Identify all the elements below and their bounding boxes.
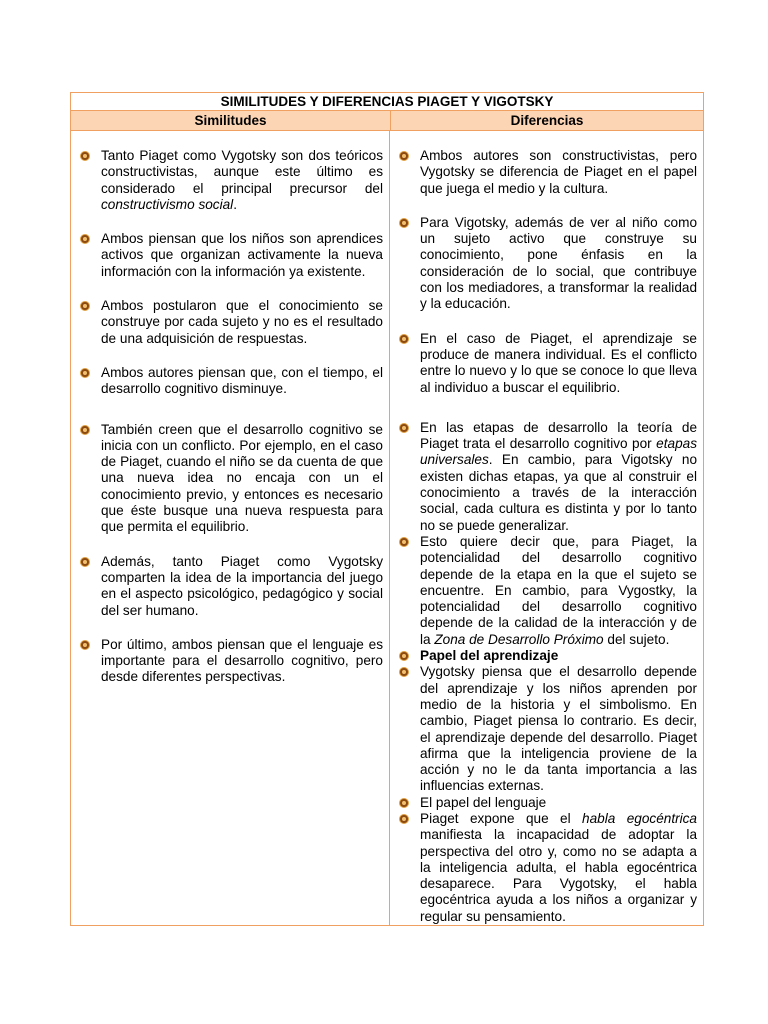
- bullet-icon: [399, 667, 409, 677]
- comparison-table: [70, 92, 704, 926]
- list-item: Ambos piensan que los niños son aprendices activos que organizan activamente la nueva información con la información ya existente.: [79, 231, 383, 280]
- list-item: Ambos postularon que el conocimiento se construye por cada sujeto y no es el resultado de una adquisición de respuestas.: [79, 298, 383, 347]
- table-body: [71, 131, 703, 925]
- list-item: Ambos autores son constructivistas, pero Vygotsky se diferencia de Piaget en el papel que juega el medio y la cultura.: [398, 148, 697, 197]
- header-diferencias: Diferencias: [510, 113, 584, 128]
- list-item: En el caso de Piaget, el aprendizaje se produce de manera individual. Es el conflicto entre lo nuevo y lo que se conoce lo que lleva al individuo a buscar el equilibrio.: [398, 331, 697, 396]
- bullet-icon: [80, 234, 90, 244]
- list-item: Por último, ambos piensan que el lenguaje es importante para el desarrollo cognitivo, pero desde diferentes perspectivas.: [79, 637, 383, 686]
- bullet-icon: [399, 334, 409, 344]
- similitudes-column: [71, 131, 390, 925]
- bullet-icon: [399, 423, 409, 433]
- list-item: Piaget expone que el habla egocéntrica manifiesta la incapacidad de adoptar la perspectiva del otro y, como no se adapta a la inteligencia adulta, el habla egocéntrica desaparece. Para Vygotsky, el habla egocéntrica ayuda a los niños a organizar y regular su pensamiento.: [398, 811, 697, 925]
- bullet-icon: [80, 425, 90, 435]
- header-row: [71, 111, 703, 131]
- bullet-icon: [399, 651, 409, 661]
- list-item: Además, tanto Piaget como Vygotsky comparten la idea de la importancia del juego en el aspecto psicológico, pedagógico y social del ser humano.: [79, 554, 383, 619]
- bullet-icon: [399, 218, 409, 228]
- diferencias-column: [390, 131, 703, 925]
- list-item: En las etapas de desarrollo la teoría de Piaget trata el desarrollo cognitivo por etapas universales. En cambio, para Vigotsky no existen dichas etapas, ya que al construir el conocimiento a través de la interacción social, cada cultura es distinta y por lo tanto no se puede generalizar.: [398, 420, 697, 534]
- list-item: Papel del aprendizaje: [398, 648, 697, 664]
- bullet-icon: [399, 798, 409, 808]
- list-item: El papel del lenguaje: [398, 795, 697, 811]
- bullet-icon: [80, 557, 90, 567]
- list-item: Vygotsky piensa que el desarrollo depende del aprendizaje y los niños aprenden por medio de la historia y el simbolismo. En cambio, Piaget piensa lo contrario. Es decir, el aprendizaje depende del desarrollo. Piaget afirma que la inteligencia proviene de la acción y no le da tanta importancia a las influencias externas.: [398, 664, 697, 794]
- list-item: Tanto Piaget como Vygotsky son dos teóricos constructivistas, aunque este último es considerado el principal precursor del constructivismo social.: [79, 148, 383, 213]
- list-item: Esto quiere decir que, para Piaget, la potencialidad del desarrollo cognitivo depende de la etapa en la que el sujeto se encuentre. En cambio, para Vygostky, la potencialidad del desarrollo cognitivo depende de la calidad de la interacción y de la Zona de Desarrollo Próximo del sujeto.: [398, 534, 697, 648]
- list-item: Para Vigotsky, además de ver al niño como un sujeto activo que construye su conocimiento, pone énfasis en la consideración de lo social, que contribuye con los mediadores, a transformar la realidad y la educación.: [398, 215, 697, 313]
- bullet-icon: [80, 151, 90, 161]
- bullet-icon: [399, 537, 409, 547]
- list-item: Ambos autores piensan que, con el tiempo, el desarrollo cognitivo disminuye.: [79, 365, 383, 398]
- list-item: También creen que el desarrollo cognitivo se inicia con un conflicto. Por ejemplo, en el caso de Piaget, cuando el niño se da cuenta de que una nueva idea no encaja con un el conocimiento previo, y entonces es necesario que éste busque una nueva respuesta para que permita el equilibrio.: [79, 422, 383, 536]
- bullet-icon: [80, 368, 90, 378]
- bullet-icon: [80, 301, 90, 311]
- bullet-icon: [399, 814, 409, 824]
- header-similitudes: Similitudes: [71, 111, 391, 130]
- bullet-icon: [399, 151, 409, 161]
- table-title: SIMILITUDES Y DIFERENCIAS PIAGET Y VIGOTSKY: [71, 93, 703, 111]
- bullet-icon: [80, 640, 90, 650]
